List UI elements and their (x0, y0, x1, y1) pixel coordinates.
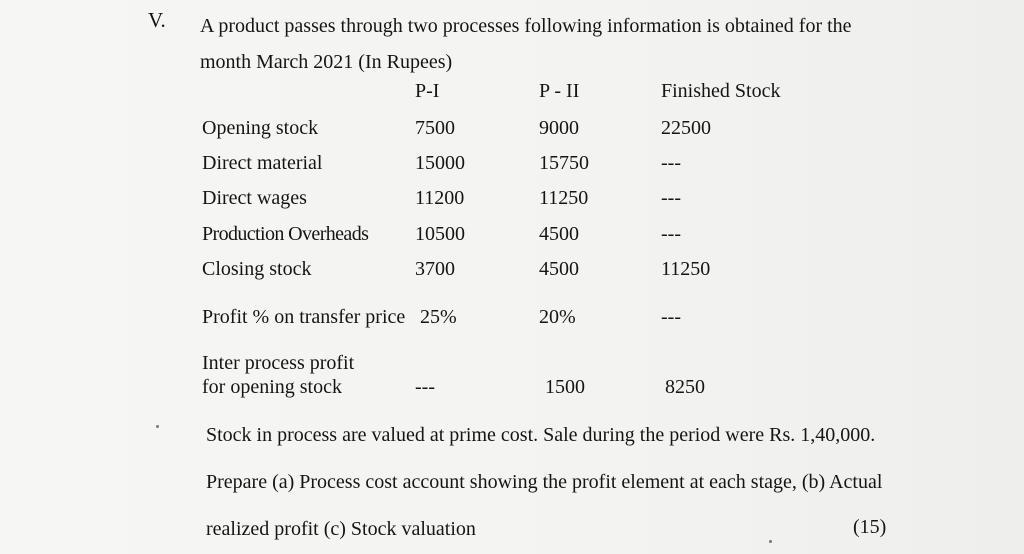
cell-opening-fs: 22500 (661, 117, 711, 139)
cell-overheads-p1: 10500 (415, 223, 465, 245)
row-label-profit-percent: Profit % on transfer price (202, 306, 406, 328)
marks: (15) (853, 516, 887, 538)
header-finished-stock: Finished Stock (661, 80, 781, 102)
cell-material-fs: --- (661, 152, 681, 174)
question-number: V. (148, 8, 166, 32)
cell-closing-p2: 4500 (539, 258, 579, 280)
cell-closing-p1: 3700 (415, 258, 455, 280)
cell-overheads-fs: --- (661, 223, 681, 245)
cell-interprocess-p1: --- (415, 376, 435, 398)
prepare-line-1: Prepare (a) Process cost account showing the profit element at each stage, (b) Actual (206, 471, 883, 493)
row-label-interprocess-2: for opening stock (202, 376, 342, 398)
intro-line-2: month March 2021 (In Rupees) (200, 51, 453, 73)
paper-speck (156, 425, 159, 428)
cell-profit-p1: 25% (420, 306, 457, 328)
cell-material-p1: 15000 (415, 152, 465, 174)
cell-profit-p2: 20% (539, 306, 576, 328)
row-label-interprocess-1: Inter process profit (202, 352, 355, 374)
cell-material-p2: 15750 (539, 152, 589, 174)
row-label-direct-wages: Direct wages (202, 187, 307, 209)
cell-interprocess-p2: 1500 (545, 376, 585, 398)
header-p1: P-I (415, 80, 440, 102)
cell-opening-p1: 7500 (415, 117, 455, 139)
cell-wages-fs: --- (661, 187, 681, 209)
question-intro (200, 8, 920, 80)
prepare-line-2: realized profit (c) Stock valuation (206, 518, 476, 540)
cell-wages-p1: 11200 (415, 187, 465, 209)
row-label-direct-material: Direct material (202, 152, 323, 174)
intro-line-1: A product passes through two processes following information is obtained for the (200, 15, 852, 37)
cell-wages-p2: 11250 (539, 187, 589, 209)
row-label-production-overheads: Production Overheads (202, 223, 369, 245)
header-p2: P - II (539, 80, 580, 102)
row-label-opening-stock: Opening stock (202, 117, 319, 139)
cell-profit-fs: --- (661, 306, 681, 328)
paper-speck (769, 540, 772, 543)
row-label-closing-stock: Closing stock (202, 258, 312, 280)
cell-closing-fs: 11250 (661, 258, 711, 280)
cell-opening-p2: 9000 (539, 117, 579, 139)
cell-interprocess-fs: 8250 (665, 376, 705, 398)
stock-note: Stock in process are valued at prime cost. Sale during the period were Rs. 1,40,000. (206, 424, 876, 446)
cell-overheads-p2: 4500 (539, 223, 579, 245)
